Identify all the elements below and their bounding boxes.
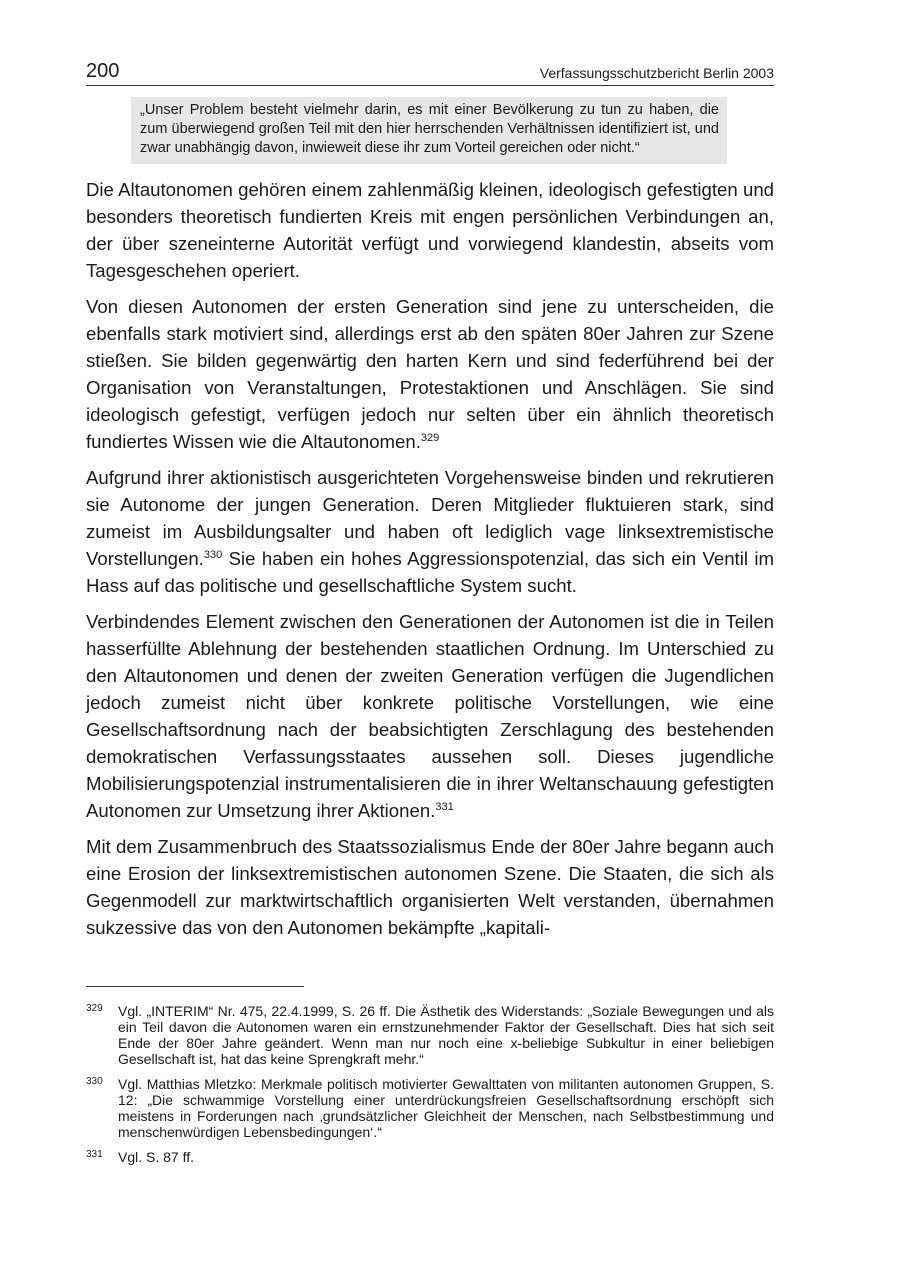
- paragraph-text: Von diesen Autonomen der ersten Generation sind jene zu unterscheiden, die ebenfalls stark motiviert sind, allerdings erst ab den späten 80er Jahren zur Szene stießen. Sie bilden gegenwärtig den harten Kern und sind federführend bei der Organisation von Veranstaltungen, Protestaktionen und Anschlägen. Sie sind ideologisch gefestigt, verfügen jedoch nur selten über ein ähnlich theoretisch fundiertes Wissen wie die Altautonomen.: [86, 296, 774, 452]
- footnotes: [86, 1003, 774, 1165]
- footnote-ref-329[interactable]: 329: [420, 432, 440, 444]
- footnote-number: 331: [86, 1149, 103, 1160]
- footnote-331: [86, 1149, 774, 1165]
- paragraph-zweite-generation: [86, 293, 774, 455]
- paragraph-altautonome: [86, 176, 774, 284]
- footnote-number: 329: [86, 1003, 103, 1014]
- footnote-text: Vgl. „INTERIM“ Nr. 475, 22.4.1999, S. 26 ff. Die Ästhetik des Widerstands: „Soziale Bewegungen und als ein Teil davon die Autonomen waren ein ernstzunehmender Faktor der Gesellschaft. Dies hat sich seit Ende der 80er Jahre geändert. Wenn man nur noch eine x-beliebige Subkultur in einer beliebigen Gesellschaft ist, hat das keine Sprengkraft mehr.“: [118, 1003, 774, 1067]
- paragraph-zusammenbruch: [86, 833, 774, 941]
- footnote-number: 330: [86, 1076, 103, 1087]
- footnote-text: Vgl. Matthias Mletzko: Merkmale politisch motivierter Gewalttaten von militanten autonomen Gruppen, S. 12: „Die schwammige Vorstellung einer unterdrückungsfreien Gesellschaftsordnung erschöpft sich meistens in Forderungen nach ‚grundsätzlicher Gleichheit der Menschen, nach Selbstbestimmung und menschenwürdigen Lebensbedingungen‘.“: [118, 1076, 774, 1140]
- running-title: Verfassungsschutzbericht Berlin 2003: [539, 65, 774, 81]
- page-header: [86, 60, 774, 86]
- document-page: [86, 60, 774, 1174]
- footnote-329: [86, 1003, 774, 1067]
- paragraph-verbindendes-element: [86, 608, 774, 824]
- paragraph-text-continued: Sie haben ein hohes Aggressionspotenzial, das sich ein Ventil im Hass auf das politische und gesellschaftliche System sucht.: [86, 548, 774, 596]
- paragraph-text: Die Altautonomen gehören einem zahlenmäßig kleinen, ideologisch gefestigten und besonders theoretisch fundierten Kreis mit engen persönlichen Verbindungen an, der über szeneinterne Autorität verfügt und vorwiegend klandestin, abseits vom Tagesgeschehen operiert.: [86, 179, 774, 281]
- paragraph-junge-generation: [86, 464, 774, 599]
- footnote-text: Vgl. S. 87 ff.: [118, 1149, 195, 1165]
- paragraph-text: Verbindendes Element zwischen den Generationen der Autonomen ist die in Teilen hasserfüllte Ablehnung der bestehenden staatlichen Ordnung. Im Unterschied zu den Altautonomen und denen der zweiten Generation verfügen die Jugendlichen jedoch zumeist nicht über konkrete politische Vorstellungen, wie eine Gesellschaftsordnung nach der beabsichtigten Zerschlagung des bestehenden demokratischen Verfassungsstaates aussehen soll. Dieses jugendliche Mobilisierungspotenzial instrumentalisieren die in ihrer Weltanschauung gefestigten Autonomen zur Umsetzung ihrer Aktionen.: [86, 611, 774, 821]
- paragraph-text: Aufgrund ihrer aktionistisch ausgerichteten Vorgehensweise binden und rekrutieren sie Autonome der jungen Generation. Deren Mitglieder fluktuieren stark, sind zumeist im Ausbildungsalter und haben oft lediglich vage linksextremistische Vorstellungen.: [86, 467, 774, 569]
- page-number: 200: [86, 60, 120, 82]
- footnote-divider: [86, 986, 304, 987]
- footnote-ref-331[interactable]: 331: [435, 801, 454, 813]
- footnote-330: [86, 1076, 774, 1140]
- paragraph-text: Mit dem Zusammenbruch des Staatssozialismus Ende der 80er Jahre begann auch eine Erosion der linksextremistischen autonomen Szene. Die Staaten, die sich als Gegenmodell zur marktwirtschaftlich organisierten Welt verstanden, übernahmen sukzessive das von den Autonomen bekämpfte „kapitali-: [86, 836, 774, 938]
- footnote-ref-330[interactable]: 330: [203, 549, 223, 561]
- block-quote: „Unser Problem besteht vielmehr darin, es mit einer Bevölkerung zu tun zu haben, die zum überwiegend großen Teil mit den hier herrschenden Verhältnissen identifiziert ist, und zwar unabhängig davon, inwieweit diese ihr zum Vorteil gereichen oder nicht.“: [131, 97, 727, 164]
